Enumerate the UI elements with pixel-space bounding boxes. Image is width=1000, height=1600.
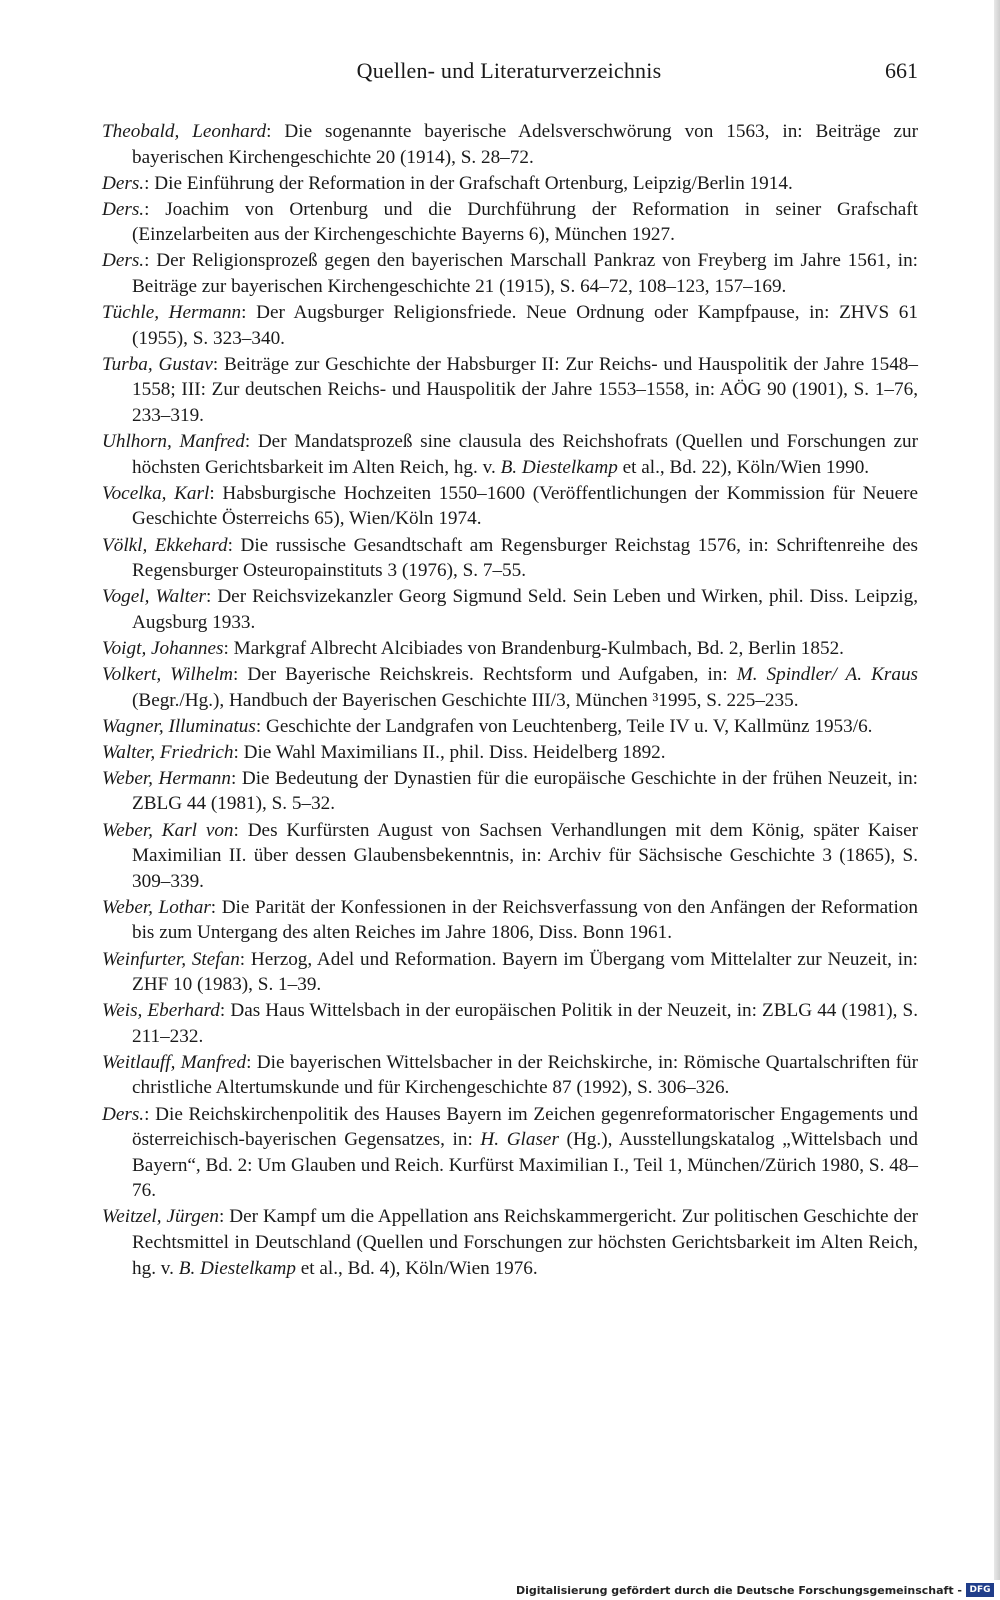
entry-text-continued: et al., Bd. 4), Köln/Wien 1976. <box>295 1257 538 1279</box>
entry-text: Geschichte der Landgrafen von Leuchtenberg, Teile IV u. V, Kallmünz 1953/6. <box>261 715 873 737</box>
entry-author: Tüchle, Hermann <box>102 302 242 324</box>
bibliography-entry <box>102 481 918 532</box>
bibliography-entry <box>102 1204 918 1281</box>
entry-text: Joachim von Ortenburg und die Durchführung der Reformation in seiner Grafschaft (Einzelarbeiten aus der Kirchengeschichte Bayerns 6), München 1927. <box>132 198 918 246</box>
entry-separator: : <box>244 431 251 453</box>
entry-separator: : <box>210 896 217 918</box>
bibliography-entry <box>102 895 918 946</box>
entry-text: Die Parität der Konfessionen in der Reichsverfassung von den Anfängen der Reformation bis zum Untergang des alten Reiches im Jahre 1806, Diss. Bonn 1961. <box>132 896 918 944</box>
entry-author: Wagner, Illuminatus <box>102 715 256 737</box>
entry-text: Das Haus Wittelsbach in der europäischen Politik in der Neuzeit, in: ZBLG 44 (1981), S. 211–232. <box>132 1000 918 1047</box>
bibliography-entry <box>102 171 918 197</box>
entry-editor: M. Spindler/ A. Kraus <box>736 663 919 685</box>
entry-text: Des Kurfürsten August von Sachsen Verhandlungen mit dem König, später Kaiser Maximilian II. über dessen Glaubensbekenntnis, in: Archiv für Sächsische Geschichte 3 (1865), S. 309–339. <box>132 819 918 892</box>
entry-text: Die bayerischen Wittelsbacher in der Reichskirche, in: Römische Quartalschriften für christliche Altertumskunde und für Kirchengeschichte 87 (1992), S. 306–326. <box>132 1051 918 1099</box>
entry-separator: : <box>144 172 150 194</box>
entry-text: Die russische Gesandtschaft am Regensburger Reichstag 1576, in: Schriftenreihe des Regensburger Osteuropainstituts 3 (1976), S. 7–55. <box>132 534 918 582</box>
entry-text: Herzog, Adel und Reformation. Bayern im Übergang vom Mittelalter zur Neuzeit, in: ZHF 10 (1983), S. 1–39. <box>132 948 918 996</box>
entry-text: Die Einführung der Reformation in der Grafschaft Ortenburg, Leipzig/Berlin 1914. <box>149 172 793 194</box>
entry-separator: : <box>233 663 239 685</box>
entry-editor: H. Glaser <box>480 1129 559 1151</box>
bibliography-entry <box>102 947 918 998</box>
page-edge-shadow <box>994 0 1000 1600</box>
entry-author: Voigt, Johannes <box>102 637 224 659</box>
entry-text: Die Bedeutung der Dynastien für die europäische Geschichte in der frühen Neuzeit, in: ZBLG 44 (1981), S. 5–32. <box>132 767 919 815</box>
entry-author: Volkert, Wilhelm <box>102 663 234 685</box>
bibliography-entry <box>102 119 918 170</box>
entry-text: Der Kampf um die Appellation ans Reichskammergericht. Zur politischen Geschichte der Rechtsmittel in Deutschland (Quellen und Forschungen zur höchsten Gerichtsbarkeit im Alten Reich, hg. v. <box>132 1206 918 1279</box>
entry-text: Der Religionsprozeß gegen den bayerischen Marschall Pankraz von Freyberg im Jahre 1561, in: Beiträge zur bayerischen Kirchengeschichte 21 (1915), S. 64–72, 108–123, 157–169. <box>132 250 918 298</box>
bibliography-entry <box>102 1050 918 1101</box>
entry-text: Habsburgische Hochzeiten 1550–1600 (Veröffentlichungen der Kommission für Neuere Geschichte Österreichs 65), Wien/Köln 1974. <box>132 482 918 530</box>
entry-separator: : <box>212 353 219 375</box>
bibliography-entry <box>102 818 918 895</box>
entry-author: Weitlauff, Manfred <box>102 1051 247 1073</box>
entry-author: Vocelka, Karl <box>102 482 210 504</box>
entry-author: Ders. <box>102 1103 145 1125</box>
entry-separator: : <box>144 1103 150 1125</box>
bibliography-entry <box>102 636 918 662</box>
bibliography-entry <box>102 352 918 429</box>
entry-separator: : <box>255 715 262 737</box>
entry-editor: B. Diestelkamp <box>178 1257 296 1279</box>
entry-separator: : <box>241 302 247 324</box>
entry-text: Die Reichskirchenpolitik des Hauses Bayern im Zeichen gegenreformatorischer Engagements und österreichisch-bayerischen Gegensatzes, in: <box>132 1103 918 1151</box>
entry-author: Walter, Friedrich <box>102 741 234 763</box>
entry-author: Völkl, Ekkehard <box>102 534 228 556</box>
entry-separator: : <box>144 198 150 220</box>
bibliography-entry <box>102 300 918 351</box>
entry-author: Weitzel, Jürgen <box>102 1206 219 1228</box>
entry-text: Die sogenannte bayerische Adelsverschwörung von 1563, in: Beiträge zur bayerischen Kirchengeschichte 20 (1914), S. 28–72. <box>132 121 918 168</box>
bibliography-entry <box>102 248 918 299</box>
running-header <box>100 58 918 94</box>
entry-author: Uhlhorn, Manfred <box>102 431 245 453</box>
bibliography-entry <box>102 429 918 480</box>
dfg-logo: DFG <box>966 1583 994 1597</box>
entry-author: Vogel, Walter <box>102 586 206 608</box>
bibliography-entry <box>102 1102 918 1204</box>
entry-editor: B. Diestelkamp <box>500 456 618 478</box>
entry-author: Ders. <box>102 198 145 220</box>
entry-separator: : <box>233 741 239 763</box>
entry-text: Markgraf Albrecht Alcibiades von Brandenburg-Kulmbach, Bd. 2, Berlin 1852. <box>228 637 844 659</box>
entry-separator: : <box>219 1000 226 1022</box>
entry-author: Ders. <box>102 172 145 194</box>
entry-author: Ders. <box>102 250 145 272</box>
digitization-footer <box>0 1580 1000 1600</box>
entry-author: Theobald, Leonhard <box>102 121 267 142</box>
bibliography-entry <box>102 197 918 248</box>
entry-author: Weber, Lothar <box>102 896 211 918</box>
bibliography-entry <box>102 662 918 713</box>
entry-author: Weber, Karl von <box>102 819 234 841</box>
entry-separator: : <box>266 121 272 142</box>
entry-separator: : <box>227 534 233 556</box>
entry-author: Weinfurter, Stefan <box>102 948 240 970</box>
entry-text-continued: et al., Bd. 22), Köln/Wien 1990. <box>617 456 870 478</box>
entry-separator: : <box>233 819 239 841</box>
entry-author: Weber, Hermann <box>102 767 231 789</box>
bibliography-entry <box>102 584 918 635</box>
entry-text: Beiträge zur Geschichte der Habsburger II: Zur Reichs- und Hauspolitik der Jahre 1548–1558; III: Zur deutschen Reichs- und Hauspolitik der Jahre 1553–1558, in: AÖG 90 (1901), S. 1–76, 233–319. <box>132 353 918 427</box>
bibliography-list <box>102 119 918 1282</box>
entry-separator: : <box>144 250 150 272</box>
bibliography-entry <box>102 533 918 584</box>
entry-text: Der Augsburger Religionsfriede. Neue Ordnung oder Kampfpause, in: ZHVS 61 (1955), S. 323–340. <box>132 302 918 349</box>
funding-notice: Digitalisierung gefördert durch die Deutsche Forschungsgemeinschaft - <box>515 1584 962 1597</box>
section-title: Quellen- und Literaturverzeichnis <box>356 58 662 83</box>
bibliography-entry <box>102 740 918 766</box>
bibliography-entry <box>102 714 918 740</box>
entry-author: Turba, Gustav <box>102 353 213 375</box>
entry-separator: : <box>239 948 246 970</box>
entry-separator: : <box>219 1206 225 1228</box>
entry-text: Der Mandatsprozeß sine clausula des Reichshofrats (Quellen und Forschungen zur höchsten Gerichtsbarkeit im Alten Reich, hg. v. <box>132 431 918 478</box>
bibliography-entry <box>102 766 918 817</box>
entry-text: Die Wahl Maximilians II., phil. Diss. Heidelberg 1892. <box>238 741 666 763</box>
entry-separator: : <box>205 586 212 608</box>
entry-separator: : <box>223 637 229 659</box>
entry-separator: : <box>230 767 237 789</box>
entry-text-continued: (Hg.), Ausstellungskatalog „Wittelsbach und Bayern“, Bd. 2: Um Glauben und Reich. Kurfürst Maximilian I., Teil 1, München/Zürich 1980, S. 48–76. <box>132 1129 918 1202</box>
entry-separator: : <box>209 482 215 504</box>
bibliography-entry <box>102 998 918 1049</box>
entry-text: Der Bayerische Reichskreis. Rechtsform und Aufgaben, in: <box>238 663 737 685</box>
entry-author: Weis, Eberhard <box>102 1000 220 1022</box>
page-number: 661 <box>885 58 918 83</box>
entry-text-continued: (Begr./Hg.), Handbuch der Bayerischen Geschichte III/3, München ³1995, S. 225–235. <box>132 689 799 711</box>
entry-text: Der Reichsvizekanzler Georg Sigmund Seld. Sein Leben und Wirken, phil. Diss. Leipzig, Augsburg 1933. <box>132 586 918 633</box>
entry-separator: : <box>246 1051 252 1073</box>
